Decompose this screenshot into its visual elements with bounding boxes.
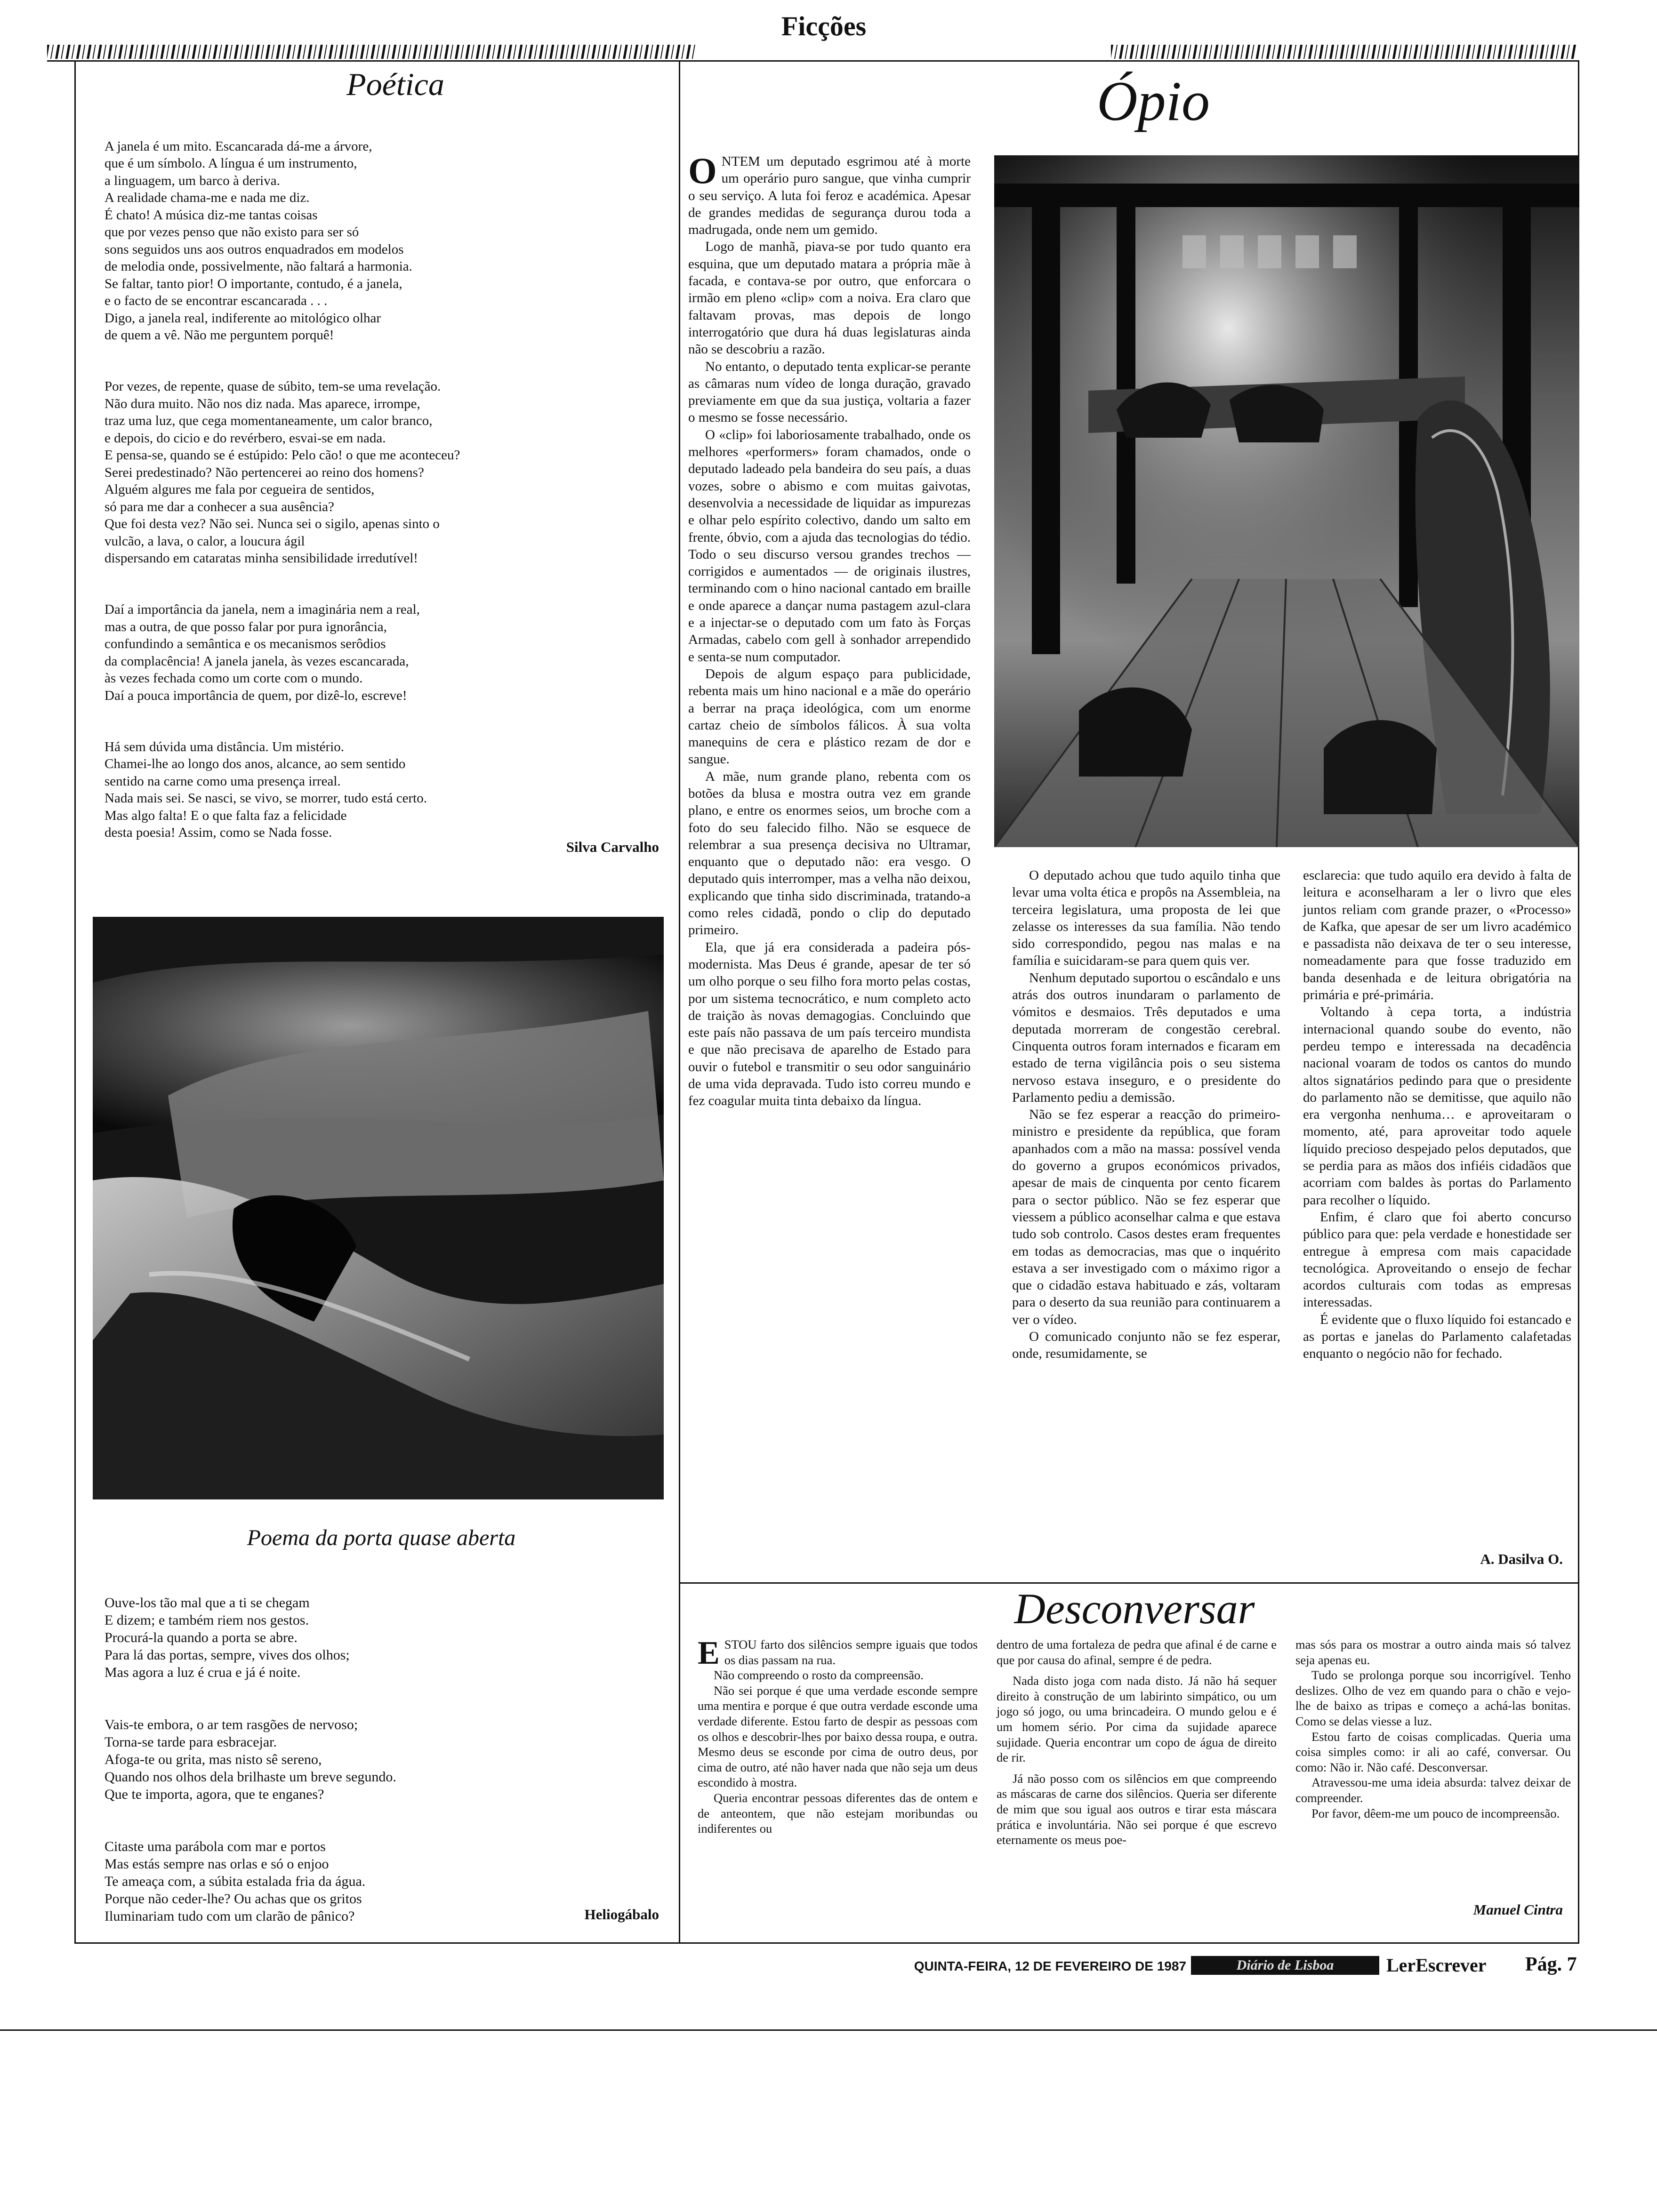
opio-author: A. Dasilva O. <box>1480 1551 1563 1567</box>
footer-supplement: LerEscrever <box>1386 1955 1487 1976</box>
opio-dropcap: O <box>688 150 717 191</box>
footer-page: Pág. 7 <box>1525 1954 1577 1975</box>
desconversar-paragraph: Atravessou-me uma ideia absurda: talvez deixar de compreender. <box>1295 1775 1571 1805</box>
porta-author: Heliogábalo <box>584 1906 659 1923</box>
opio-paragraph <box>688 150 971 238</box>
desconversar-paragraph: mas sós para os mostrar a outro ainda mais só talvez seja apenas eu. <box>1295 1637 1571 1667</box>
desconversar-dropcap: E <box>698 1635 720 1671</box>
desconversar-col1 <box>698 1637 978 1836</box>
opio-desconversar-divider <box>679 1582 1578 1584</box>
opio-paragraph: Voltando à cepa torta, a indústria internacional quando soube do evento, não perdeu tempo e interessada na decadência nacional voaram de todos os cantos do mundo altos signatários pedindo para que o presidente do parlamento não se demitisse, que aquilo não era vergonha nenhuma… e aproveitaram o momento, até, para aproveitar todo aquele líquido precioso despejado pelos deputados, que se perdia para as mãos dos infiéis cidadãos que acorriam com baldes às portas do Parlamento para recolher o líquido. <box>1303 1004 1571 1208</box>
opio-paragraph: Logo de manhã, piava-se por tudo quanto era esquina, que um deputado matara a própria mãe à facada, e contava-se por outro, que enforcara o irmão em pleno «clip» com a noiva. Era claro que faltavam provas, mas depois de longo interrogatório que dura há duas legislaturas ainda não se descobriu a razão. <box>688 239 971 357</box>
porta-poem <box>105 1577 669 1942</box>
opio-paragraph: Depois de algum espaço para publicidade, rebenta mais um hino nacional e a mãe do operário a berrar na praça ideológica, com um enorme cartaz cheio de símbolos fálicos. À sua volta manequins de cera e plástico rezam de dor e sangue. <box>688 666 971 767</box>
left-border <box>74 60 76 1943</box>
poetica-poem <box>105 120 669 858</box>
opio-paragraph: É evidente que o fluxo líquido foi estancado e as portas e janelas do Parlamento calafetadas enquanto o negócio não for fechado. <box>1303 1312 1571 1362</box>
header-rule <box>47 60 1579 62</box>
poetica-title: Poética <box>346 66 444 102</box>
poetica-stanza: A janela é um mito. Escancarada dá-me a árvore, que é um símbolo. A língua é um instrumento, a linguagem, um barco à deriva. A realidade chama-me e nada me diz. É chato! A música diz-me tantas coisas que por vezes penso que não existo para ser só sons seguidos uns aos outros enquadrados em modelos de melodia onde, possivelmente, não faltará a harmonia. Se faltar, tanto pior! O importante, contudo, é a janela, e o facto de se encontrar escancarada . . . Digo, a janela real, indiferente ao mitológico olhar de quem a vê. Não me perguntem porquê! <box>105 138 412 343</box>
desconversar-paragraph: Por favor, dêem-me um pouco de incompreensão. <box>1311 1806 1560 1820</box>
left-photo <box>93 917 664 1499</box>
desconversar-text: STOU farto dos silêncios sempre iguais que todos os dias passam na rua. <box>724 1637 978 1667</box>
desconversar-author: Manuel Cintra <box>1473 1901 1563 1918</box>
poetica-stanza: Por vezes, de repente, quase de súbito, tem-se uma revelação. Não dura muito. Não nos diz nada. Mas aparece, irrompe, traz uma luz, que cega momentaneamente, um calor branco, e depois, do cicio e do revérbero, esvai-se em nada. E pensa-se, quando se é estúpido: Pelo cão! o que me aconteceu? Serei predestinado? Não pertencerei ao reino dos homens? Alguém algures me fala por cegueira de sentidos, só para me dar a conhecer a sua ausência? Que foi desta vez? Não sei. Nunca sei o sigilo, apenas sinto o vulcão, a lava, o calor, a loucura ágil dispersando em cataratas minha sensibilidade irredutível! <box>105 379 460 566</box>
desconversar-paragraph <box>698 1635 978 1671</box>
footer-rule <box>0 2029 1657 2031</box>
desconversar-paragraph: Não sei porque é que uma verdade esconde sempre uma mentira e porque é que outra verdade esconde uma verdade diferente. Estou farto de despir as pessoas com os olhos e descobrir-lhes por baixo dessa roupa, e outra. Mesmo deus se esconde por cima de outro deus, por cima de outro, até não haver nada que não seja um deus escondido à mostra. <box>698 1683 978 1790</box>
header-hatch-left <box>47 45 697 59</box>
desconversar-title: Desconversar <box>1014 1585 1255 1633</box>
opio-paragraph: Nenhum deputado suportou o escândalo e uns atrás dos outros inundaram o parlamento de vómitos e desmaios. Três deputados e uma deputada morreram de congestão cerebral. Cinquenta outros foram internados e ficaram em estado de terna vigilância pois o seu sistema nervoso estava inseguro, e o presidente do Parlamento pediu a demissão. <box>1012 970 1280 1105</box>
opio-col2 <box>1012 867 1280 1362</box>
opio-paragraph: esclarecia: que tudo aquilo era devido à falta de leitura e aconselharam a ler o livro que eles juntos reliam com grande prazer, o «Processo» de Kafka, que apesar de ser um livro académico e passadista não deixava de ter o seu interesse, nomeadamente para que fosse traduzido em banda desenhada e de leitura obrigatória na primária e pré-primária. <box>1303 868 1571 1003</box>
porta-stanza: Citaste uma parábola com mar e portos Mas estás sempre nas orlas e só o enjoo Te ameaça com, a súbita estalada fria da água. Porque não ceder-lhe? Ou achas que os gritos Iluminariam tudo com um clarão de pânico? <box>105 1839 366 1924</box>
porta-stanza: Ouve-los tão mal que a ti se chegam E dizem; e também riem nos gestos. Procurá-la quando a porta se abre. Para lá das portas, sempre, vives dos olhos; Mas agora a luz é crua e já é noite. <box>105 1595 350 1680</box>
opio-col3 <box>1303 867 1571 1362</box>
opio-text: NTEM um deputado esgrimou até à morte um operário puro sangue, que vinha cumprir o seu serviço. A luta foi feroz e académica. Apesar de grandes medidas de segurança durou toda a madrugada, onde nem um gemido. <box>688 154 971 238</box>
desconversar-paragraph: Tudo se prolonga porque sou incorrigível. Tenho deslizes. Olho de vez em quando para o chão e vejo-lhe de baixo as tripas e começo a achá-las bonitas. Como se delas viesse a luz. <box>1295 1668 1571 1728</box>
footer-publication: Diário de Lisboa <box>1191 1956 1379 1975</box>
poetica-stanza: Daí a importância da janela, nem a imaginária nem a real, mas a outra, de que posso falar por pura ignorância, confundindo a semântica e os mecanismos serôdios da complacência! A janela janela, às vezes escancarada, às vezes fechada como um corte com o mundo. Daí a pouca importância de quem, por dizê-lo, escreve! <box>105 602 420 703</box>
opio-paragraph: Enfim, é claro que foi aberto concurso público para que: pela verdade e honestidade ser entregue à empresa com mais capacidade tecnológica. Aproveitando o ensejo de fechar acordos culturais com todas as empresas interessadas. <box>1303 1209 1571 1310</box>
opio-paragraph: Ela, que já era considerada a padeira pós-modernista. Mas Deus é grande, apesar de ter só um olho porque o seu filho fora morto pelas costas, por um sistema tecnocrático, e num completo acto de traição às novas demagogias. Concluindo que este país não passava de um país terceiro mundista e que não precisava de aparelho de Estado para ouvir o futebol e transmitir o seu odor sanguinário de uma vida depravada. Tudo isto correu mundo e fez coagular muita tinta debaixo da língua. <box>688 939 971 1109</box>
header-hatch-right <box>1111 45 1577 59</box>
opio-paragraph: Não se fez esperar a reacção do primeiro-ministro e presidente da república, que foram apanhados com a mão na massa: possível venda do governo a grupos económicos privados, apesar de mais de cinquenta por cento ficarem para o sector público. Não se fez esperar que viessem a público aconselhar calma e que estava tudo sob controlo. Casos destes eram frequentes em todas as democracias, mas que o inquérito estava a ser investigado com o máximo rigor a que o cidadão estava habituado e zás, voltaram para o deserto da sua reunião para continuarem a ver o vídeo. <box>1012 1107 1280 1327</box>
opio-paragraph: O comunicado conjunto não se fez esperar, onde, resumidamente, se <box>1012 1329 1280 1362</box>
left-photo-art <box>93 917 664 1499</box>
desconversar-paragraph: dentro de uma fortaleza de pedra que afinal é de carne e que por causa do afinal, sempre é de pedra. <box>997 1637 1277 1667</box>
opio-title: Ópio <box>1097 70 1210 132</box>
section-title: Ficções <box>781 11 867 41</box>
desconversar-paragraph: Estou farto de coisas complicadas. Queria uma coisa simples como: ir ali ao café, conversar. Ou como: Não ir. Não café. Desconversar. <box>1295 1729 1571 1774</box>
bottom-border <box>74 1942 1579 1944</box>
opio-col1 <box>688 150 971 1110</box>
desconversar-paragraph: Queria encontrar pessoas diferentes das de ontem e de anteontem, que não estejam moribundas ou indiferentes ou <box>698 1790 978 1836</box>
opio-paragraph: No entanto, o deputado tenta explicar-se perante as câmaras num vídeo de longa duração, gravado previamente em que da sua justiça, voltaria a fazer o mesmo se fosse necessário. <box>688 359 971 425</box>
column-divider <box>679 60 680 1943</box>
opio-paragraph: O «clip» foi laboriosamente trabalhado, onde os melhores «performers» foram chamados, onde o deputado ladeado pela bandeira do seu país, a duas vozes, sobre o abismo e com muitas gaivotas, desenvolvia a necessidade de liquidar as impurezas e olhar pelo espírito colectivo, dando um salto em frente, óbvio, com a ajuda das tecnologias do tédio. Todo o seu discurso versou grandes trechos — corrigidos e aumentados — de originais ilustres, terminando com o hino nacional cantado em braille e onde aparece a dançar numa pastagem azul-clara e a injectar-se o deputado com um fato às Forças Armadas, cabelo com gell à sonhador arrependido e senta-se num computador. <box>688 427 971 665</box>
footer-date: QUINTA-FEIRA, 12 DE FEVEREIRO DE 1987 <box>914 1959 1186 1973</box>
opio-paragraph: O deputado achou que tudo aquilo tinha que levar uma volta ética e propôs na Assembleia, na terceira legislatura, uma proposta de lei que zelasse os interesses da sua família. Não tendo sido correspondido, pegou nas malas e na família e suicidaram-se para quem quis ver. <box>1012 868 1280 969</box>
porta-stanza: Vais-te embora, o ar tem rasgões de nervoso; Torna-se tarde para esbracejar. Afoga-te ou grita, mas nisto sê sereno, Quando nos olhos dela brilhaste um breve segundo. Que te importa, agora, que te enganes? <box>105 1717 396 1802</box>
opio-illustration <box>994 155 1579 847</box>
poetica-stanza: Há sem dúvida uma distância. Um mistério. Chamei-lhe ao longo dos anos, alcance, ao sem sentido sentido na carne como uma presença irreal. Nada mais sei. Se nasci, se vivo, se morrer, tudo está certo. Mas algo falta! E o que falta faz a felicidade desta poesia! Assim, como se Nada fosse. <box>105 739 427 840</box>
desconversar-col2 <box>997 1637 1277 1848</box>
desconversar-col3 <box>1295 1637 1571 1821</box>
desconversar-paragraph: Já não posso com os silêncios em que compreendo as máscaras de carne dos silêncios. Queria ser diferente de mim que sou igual aos outros e tirar esta máscara prática e involuntária. Não sei porque é que escrevo eternamente os meus poe- <box>997 1771 1277 1847</box>
poetica-author: Silva Carvalho <box>566 839 659 855</box>
opio-paragraph: A mãe, num grande plano, rebenta com os botões da blusa e mostra outra vez em grande plano, e entre os enormes seios, um broche com a foto do seu falecido filho. Não se esquece de relembrar a sua presença decisiva no Ultramar, enquanto que o deputado não: era vesgo. O deputado quis interromper, mas a velha não deixou, explicando que tinha sido discriminada, tratando-a como reles cidadã, pondo o clip do deputado primeiro. <box>688 769 971 938</box>
porta-title: Poema da porta quase aberta <box>247 1525 516 1550</box>
desconversar-paragraph: Não compreendo o rosto da compreensão. <box>714 1668 924 1683</box>
desconversar-paragraph: Nada disto joga com nada disto. Já não há sequer direito à construção de um labirinto simpático, ou um jogo só jogo, ou uma brincadeira. O mundo gelou e é um homem sério. Por cima da sujidade aparece sujidade. Queria encontrar um copo de água de direito de rir. <box>997 1674 1277 1765</box>
opio-illustration-art <box>994 155 1579 847</box>
